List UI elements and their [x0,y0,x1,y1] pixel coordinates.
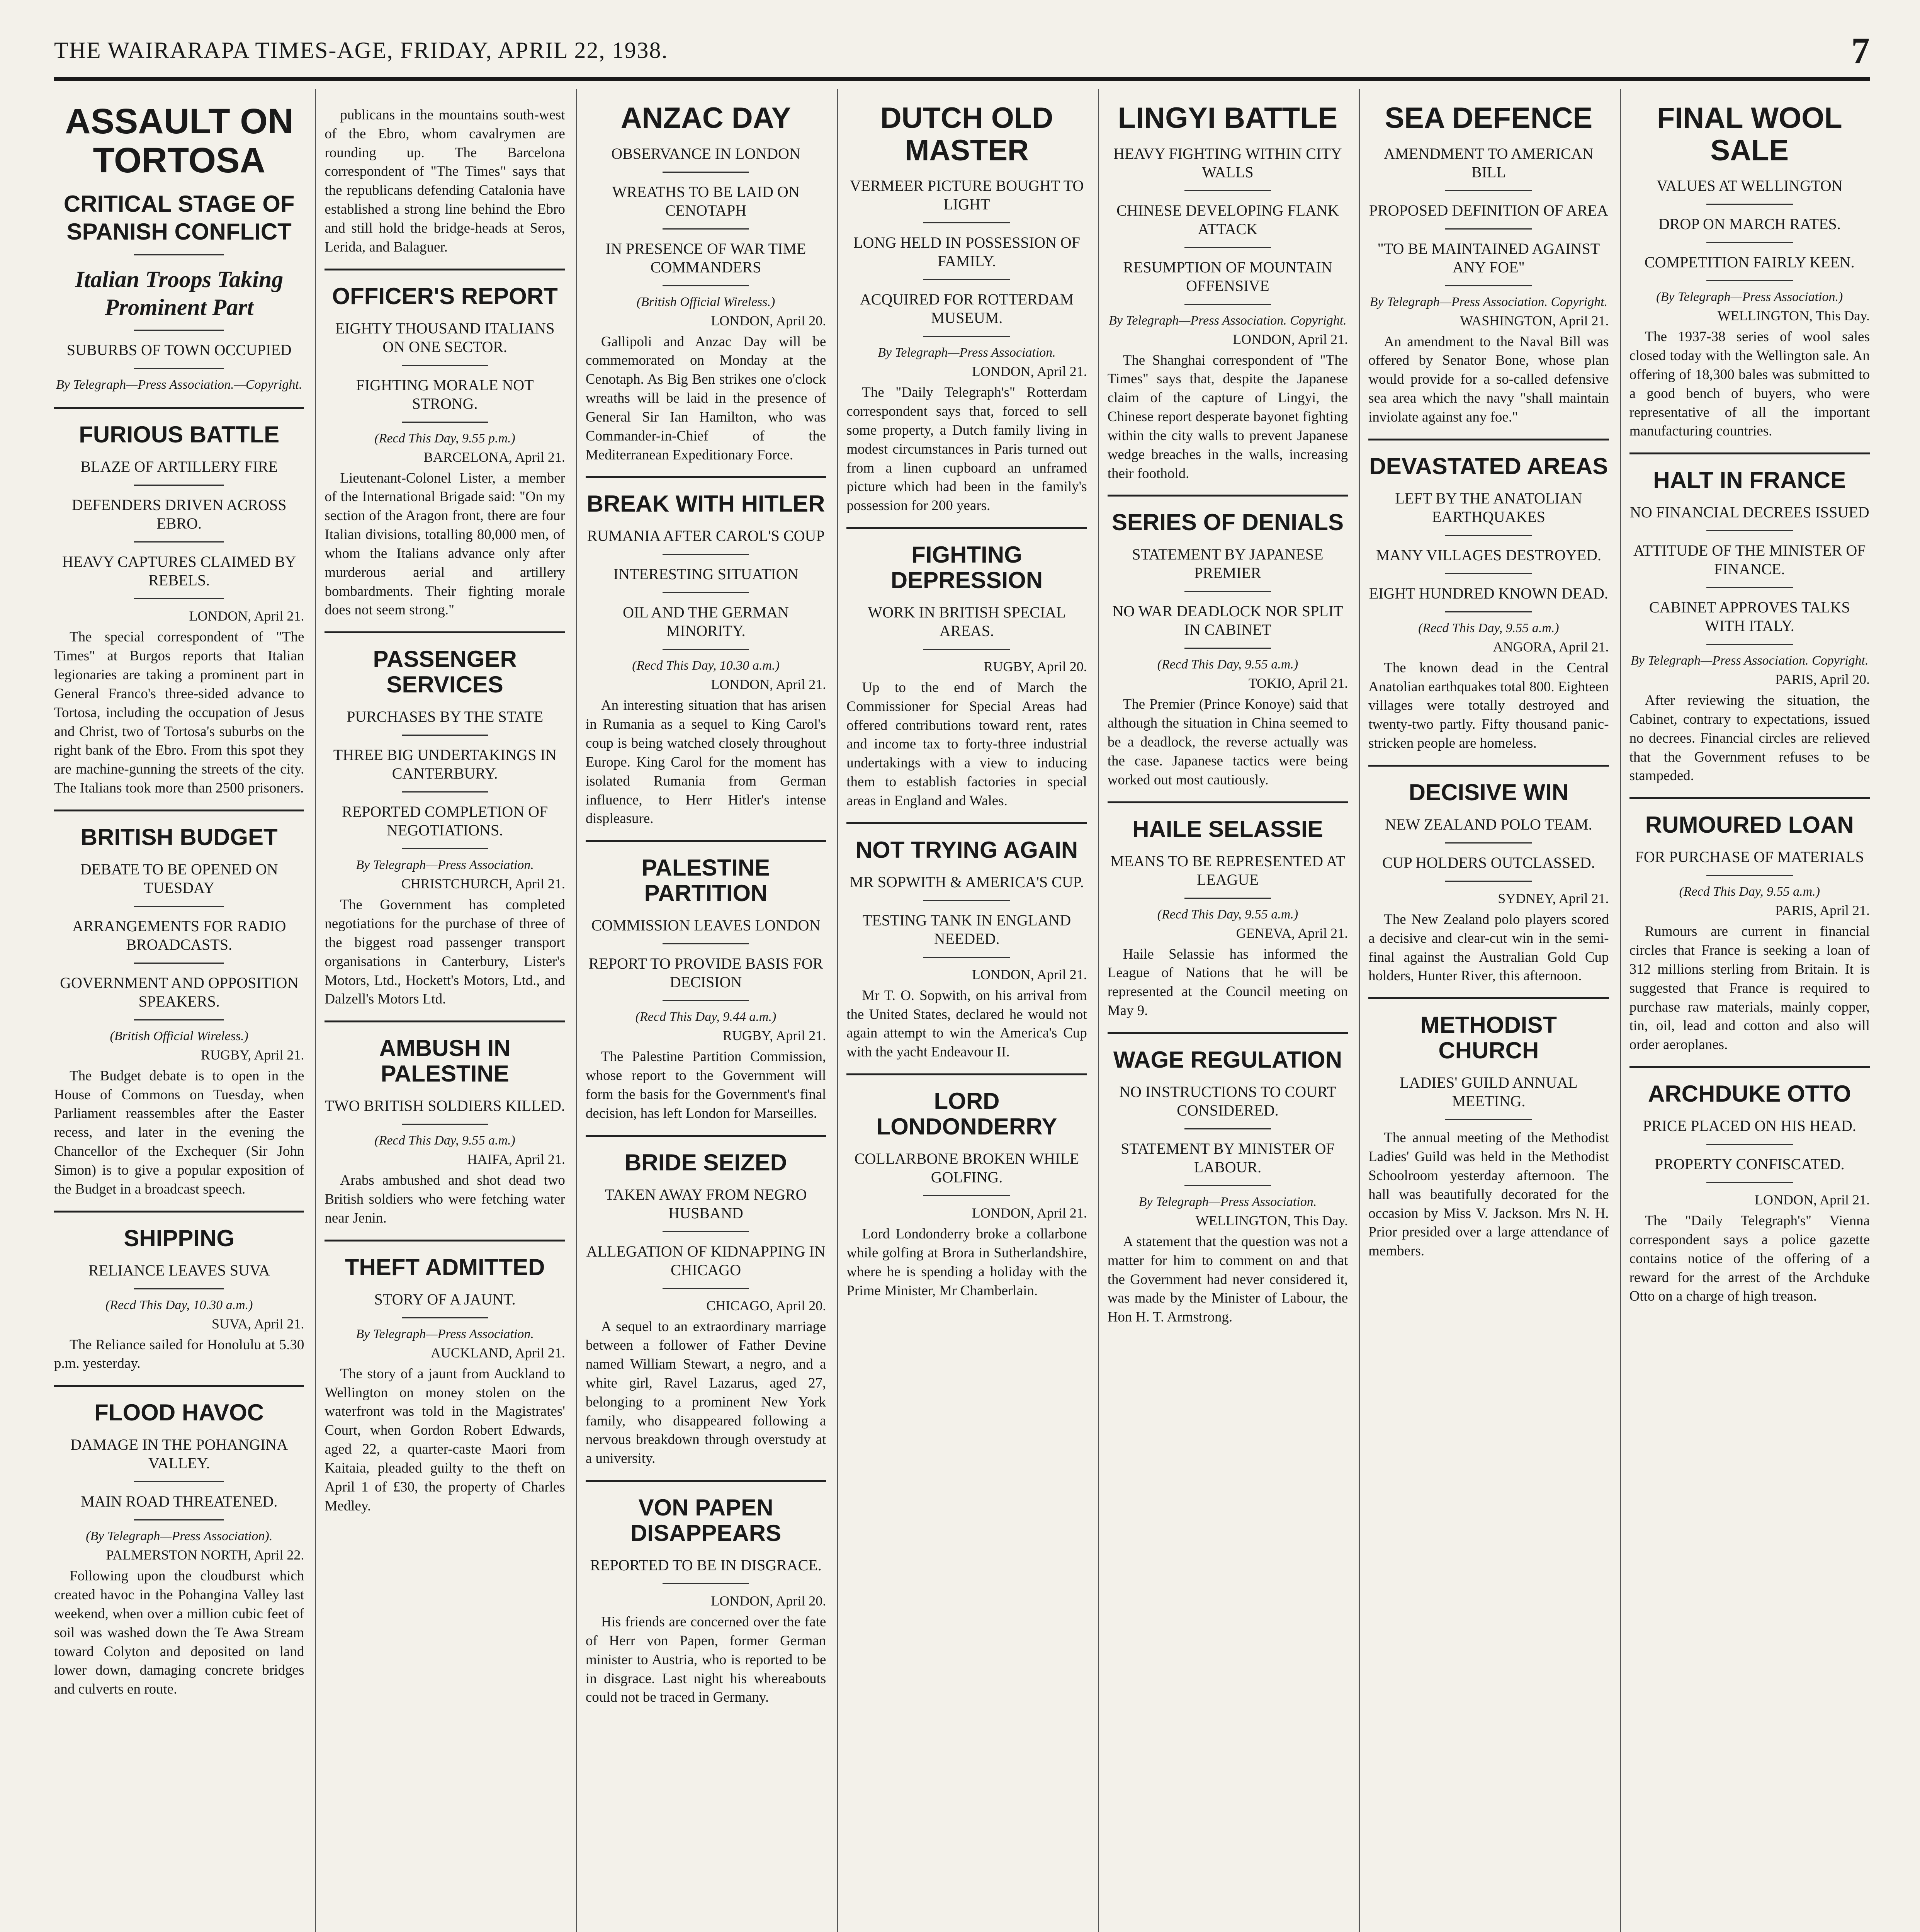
article [1108,497,1348,803]
divider [1184,190,1271,191]
divider [134,330,224,331]
article-body: The Shanghai correspondent of "The Times" says that, despite the Japanese claim of the capture of Lingyi, the Chinese report desperate bayonet fighting within the city walls to prevent Japanese wedge breaches in the walls, increasing their foothold. [1107,352,1348,481]
dateline: (Recd This Day, 9.55 a.m.) [1157,657,1298,672]
article-body: The Palestine Partition Commission, whose report to the Government will form the basis for the Government's final decision, has left London for Marseilles. [585,1049,826,1121]
subheadline: NO INSTRUCTIONS TO COURT CONSIDERED. [1119,1083,1336,1119]
article-body: The Premier (Prince Konoye) said that although the situation in China seemed to be a deadlock, the reverse actually was the case. Japanese tactics were being worked out most cautiously. [1107,696,1348,788]
subheadline: CRITICAL STAGE OF SPANISH CONFLICT [63,191,295,245]
headline: PASSENGER SERVICES [373,646,517,698]
subheadline: LEFT BY THE ANATOLIAN EARTHQUAKES [1395,489,1582,526]
headline: NOT TRYING AGAIN [855,837,1078,863]
divider [663,1583,749,1584]
place-date: SUVA, April 21. [212,1316,304,1332]
divider [1706,587,1793,588]
subheadline: VALUES AT WELLINGTON [1657,177,1843,195]
article-body: The annual meeting of the Methodist Ladies' Guild was held in the Methodist Schoolroom yesterday afternoon. The hall was beautifully decorated for the occasion by Miss V. Jackson. Mrs N. H. Prior presided over a large attendance of members. [1368,1130,1609,1259]
subheadline: NO FINANCIAL DECREES ISSUED [1629,503,1869,521]
article-body: The story of a jaunt from Auckland to Wellington on money stolen on the waterfront was told in the Magistrates' Court, when Gordon Robert Edwards, aged 22, a quarter-caste Maori from Kaitaia, pleaded guilty to the theft on April 1 of £30, the property of Charles Medley. [325,1366,565,1514]
divider [663,228,749,230]
dateline: By Telegraph—Press Association. Copyright. [1631,653,1869,668]
place-date: LONDON, April 21. [972,966,1087,982]
article-body: A statement that the question was not a matter for him to comment on and that the Government had never considered it, was made by the Minister of Labour, the Hon H. T. Armstrong. [1107,1233,1348,1325]
subheadline: ACQUIRED FOR ROTTERDAM MUSEUM. [860,291,1074,327]
article [1629,454,1870,799]
place-date: BARCELONA, April 21. [423,449,565,465]
subheadline: DAMAGE IN THE POHANGINA VALLEY. [70,1436,288,1472]
subheadline: FOR PURCHASE OF MATERIALS [1635,848,1864,866]
divider [663,649,749,650]
subheadline: PROPOSED DEFINITION OF AREA [1369,201,1608,219]
place-date: WELLINGTON, This Day. [1717,308,1870,324]
subheadline: ATTITUDE OF THE MINISTER OF FINANCE. [1633,542,1866,578]
divider [1706,875,1793,876]
divider [134,1519,224,1520]
columns [54,89,1870,1932]
article-body: His friends are concerned over the fate of Herr von Papen, former German minister to Austria, who is reported to be in disgrace. Last night his whereabouts could not be traced in Germany. [585,1614,826,1706]
divider [1445,228,1532,230]
dateline: By Telegraph—Press Association. [356,858,534,872]
subheadline: COLLARBONE BROKEN WHILE GOLFING. [854,1150,1079,1186]
article [586,842,826,1136]
article [1368,999,1609,1272]
headline: DEVASTATED AREAS [1369,453,1608,479]
place-date: TOKIO, April 21. [1248,675,1348,691]
headline: METHODIST CHURCH [1420,1012,1557,1064]
divider [1706,1144,1793,1145]
divider [1184,247,1271,248]
divider [134,485,224,486]
divider [1706,204,1793,205]
headline: SHIPPING [124,1225,235,1251]
subheadline: WREATHS TO BE LAID ON CENOTAPH [612,183,800,219]
place-date: PARIS, April 20. [1775,672,1870,687]
subheadline: PURCHASES BY THE STATE [347,708,544,726]
divider [134,906,224,907]
divider [1184,1128,1271,1129]
subheadline: PRICE PLACED ON HIS HEAD. [1643,1117,1856,1135]
divider [1184,898,1271,899]
article-body: Up to the end of March the Commissioner for Special Areas had offered contributions toward rent, rates and income tax to forty-three industrial undertakings with a view to inducing them to establish factories in special areas in England and Wales. [846,679,1087,809]
dateline: (Recd This Day, 9.55 p.m.) [374,431,515,446]
page-number: 7 [1851,29,1870,71]
divider [1445,881,1532,882]
article [1629,799,1870,1068]
divider [1445,535,1532,536]
headline: RUMOURED LOAN [1645,812,1854,838]
place-date: ANGORA, April 21. [1493,639,1609,655]
divider [923,900,1010,901]
dateline: By Telegraph—Press Association. [878,345,1056,360]
divider [923,649,1010,650]
divider [134,1019,224,1020]
place-date: RUGBY, April 21. [201,1047,304,1063]
article-body: Arabs ambushed and shot dead two British soldiers who were fetching water near Jenin. [325,1172,565,1226]
place-date: PALMERSTON NORTH, April 22. [106,1547,304,1563]
subheadline: LADIES' GUILD ANNUAL MEETING. [1400,1074,1578,1110]
article-body: An interesting situation that has arisen in Rumania as a sequel to King Carol's coup is being watched closely throughout Europe. King Carol for the moment has isolated Rumania from German influence, to Herr Hitler's intense displeasure. [585,697,826,827]
article-body: Gallipoli and Anzac Day will be commemorated on Monday at the Cenotaph. As Big Ben strikes one o'clock wreaths will be laid in the presence of General Sir Ian Hamilton, who was Commander-in-Chief of the Mediterranean Expeditionary Force. [585,333,826,463]
place-date: AUCKLAND, April 21. [430,1345,565,1361]
column-4 [837,89,1087,1932]
headline: HALT IN FRANCE [1653,467,1846,493]
place-date: LONDON, April 20. [711,1593,826,1609]
divider [1706,644,1793,645]
subheadline: REPORTED COMPLETION OF NEGOTIATIONS. [342,803,548,839]
place-date: SYDNEY, April 21. [1498,890,1609,906]
divider [134,1481,224,1482]
article-body: A sequel to an extraordinary marriage between a follower of Father Devine named William Stewart, a negro, and a white girl, Ravel Lazarus, aged 27, belonging to a prominent New York family, who disappeared following a nervous breakdown through overstudy at a university. [585,1318,826,1467]
divider [402,365,488,366]
subheadline: TWO BRITISH SOLDIERS KILLED. [325,1097,565,1115]
article-body: Rumours are current in financial circles that France is seeking a loan of 312 millions sterling from Britain. It is suggested that France is required to purchase raw materials, mainly copper, tin, oil, lead and cotton and also will order aeroplanes. [1629,923,1870,1053]
subheadline: Italian Troops Taking Prominent Part [75,267,284,320]
place-date: LONDON, April 21. [972,1205,1087,1221]
divider [134,254,224,255]
place-date: WASHINGTON, April 21. [1460,313,1609,328]
divider [134,368,224,369]
subheadline: EIGHTY THOUSAND ITALIANS ON ONE SECTOR. [335,319,555,355]
subheadline: NO WAR DEADLOCK NOR SPLIT IN CABINET [1112,602,1343,639]
divider [402,1124,488,1125]
headline: HAILE SELASSIE [1132,816,1323,842]
divider [1184,304,1271,305]
subheadline: MAIN ROAD THREATENED. [81,1493,278,1510]
headline: BRIDE SEIZED [625,1149,787,1175]
article-body: The Reliance sailed for Honolulu at 5.30 p.m. yesterday. [54,1337,304,1372]
article-body: After reviewing the situation, the Cabinet, contrary to expectations, issued no decrees. Financial circles are relieved that the Government refuses to be stampeded. [1629,692,1870,784]
subheadline: EIGHT HUNDRED KNOWN DEAD. [1369,584,1608,602]
divider [134,541,224,543]
place-date: HAIFA, April 21. [467,1151,565,1167]
divider [134,963,224,964]
headline: THEFT ADMITTED [345,1254,545,1280]
divider [1445,285,1532,286]
headline: ARCHDUKE OTTO [1648,1081,1851,1107]
article [1108,89,1348,497]
dateline: (Recd This Day, 10.30 a.m.) [632,658,780,673]
dateline: (Recd This Day, 9.55 a.m.) [1679,884,1820,899]
dateline: (British Official Wireless.) [110,1029,248,1043]
page-header [54,23,1870,81]
dateline: By Telegraph—Press Association. [1138,1194,1317,1209]
article [325,89,565,270]
subheadline: VERMEER PICTURE BOUGHT TO LIGHT [850,177,1084,213]
dateline: (Recd This Day, 9.44 a.m.) [635,1010,776,1024]
divider [402,422,488,423]
place-date: CHRISTCHURCH, April 21. [401,876,565,892]
place-date: LONDON, April 21. [972,364,1087,379]
article [1629,1068,1870,1318]
divider [923,1195,1010,1196]
dateline: (Recd This Day, 9.55 a.m.) [1157,907,1298,922]
divider [663,943,749,944]
article [846,529,1087,824]
headline: AMBUSH IN PALESTINE [379,1035,511,1087]
article [54,811,304,1213]
article [1368,767,1609,999]
article [1629,89,1870,454]
article-body: The 1937-38 series of wool sales closed today with the Wellington sale. An offering of 18,300 bales was submitted to a good bench of buyers, who were representative of all the important manufacturing countries. [1629,329,1870,439]
place-date: LONDON, April 21. [711,677,826,692]
headline: ANZAC DAY [620,102,791,134]
article-body: The known dead in the Central Anatolian earthquakes total 800. Eighteen villages were totally destroyed and twenty-two partly. Fifty thousand panic-stricken people are homeless. [1368,660,1609,752]
subheadline: OBSERVANCE IN LONDON [611,145,800,162]
subheadline: THREE BIG UNDERTAKINGS IN CANTERBURY. [333,746,557,782]
subheadline: GOVERNMENT AND OPPOSITION SPEAKERS. [60,974,299,1010]
article [846,1075,1087,1312]
divider [1184,591,1271,592]
place-date: WELLINGTON, This Day. [1195,1213,1348,1228]
subheadline: ALLEGATION OF KIDNAPPING IN CHICAGO [586,1242,826,1279]
headline: OFFICER'S REPORT [332,283,558,309]
headline: FIGHTING DEPRESSION [890,541,1043,593]
article [325,270,565,634]
divider [1184,1185,1271,1186]
divider [1445,190,1532,191]
headline: DECISIVE WIN [1409,779,1569,805]
divider [1706,280,1793,281]
divider [134,598,224,599]
subheadline: BLAZE OF ARTILLERY FIRE [80,458,278,476]
article [586,1137,826,1482]
divider [1706,242,1793,243]
article [1108,1034,1348,1338]
divider [402,848,488,849]
article [325,633,565,1022]
headline: SEA DEFENCE [1385,102,1593,134]
subheadline: RELIANCE LEAVES SUVA [88,1261,270,1279]
divider [923,336,1010,337]
divider [663,1288,749,1289]
headline: DUTCH OLD MASTER [880,102,1053,167]
subheadline: MANY VILLAGES DESTROYED. [1376,546,1602,564]
article [325,1022,565,1241]
place-date: LONDON, April 21. [1233,331,1348,347]
headline: FLOOD HAVOC [94,1400,264,1426]
place-date: LONDON, April 20. [711,313,826,328]
headline: ASSAULT ON TORTOSA [65,102,294,180]
subheadline: WORK IN BRITISH SPECIAL AREAS. [868,603,1066,639]
article [586,89,826,478]
headline: BRITISH BUDGET [80,824,278,850]
divider [663,554,749,555]
subheadline: RESUMPTION OF MOUNTAIN OFFENSIVE [1123,258,1332,294]
headline: PALESTINE PARTITION [641,855,770,906]
subheadline: STORY OF A JAUNT. [374,1290,516,1308]
article-body: Lieutenant-Colonel Lister, a member of the International Brigade said: "On my section of the Aragon front, there are four Italian divisions, totalling 80,000 men, of whom the Italians advance only after murderous aerial and artillery bombardments. Their fighting morale does not seem strong." [325,470,565,618]
subheadline: ARRANGEMENTS FOR RADIO BROADCASTS. [72,917,286,953]
headline: LORD LONDONDERRY [876,1088,1057,1140]
subheadline: REPORT TO PROVIDE BASIS FOR DECISION [588,955,823,991]
dateline: By Telegraph—Press Association. Copyright. [1369,294,1608,309]
article-body: publicans in the mountains south-west of the Ebro, whom cavalrymen are rounding up. The Barcelona correspondent of "The Times" says that the republicans defending Catalonia have established a strong line behind the Ebro and still hold the bridge-heads at Seros, Lerida, and Balaguer. [325,107,565,255]
divider [923,279,1010,280]
article-body: Haile Selassie has informed the League of Nations that he will be represented at the Council meeting on May 9. [1107,946,1348,1019]
subheadline: CHINESE DEVELOPING FLANK ATTACK [1116,201,1339,238]
subheadline: HEAVY FIGHTING WITHIN CITY WALLS [1113,145,1342,181]
headline: SERIES OF DENIALS [1111,509,1344,536]
subheadline: RUMANIA AFTER CAROL'S COUP [587,527,825,545]
place-date: RUGBY, April 20. [984,658,1087,674]
article [846,824,1087,1075]
article [586,478,826,842]
article [325,1242,565,1527]
dateline: By Telegraph—Press Association.—Copyright. [56,378,302,392]
subheadline: MEANS TO BE REPRESENTED AT LEAGUE [1110,852,1345,888]
subheadline: REPORTED TO BE IN DISGRACE. [590,1556,822,1574]
divider [663,172,749,173]
subheadline: CUP HOLDERS OUTCLASSED. [1382,854,1595,871]
subheadline: AMENDMENT TO AMERICAN BILL [1384,145,1594,181]
column-2 [315,89,565,1932]
article [54,1387,304,1711]
divider [663,1000,749,1001]
article-body: Lord Londonderry broke a collarbone while golfing at Brora in Sutherlandshire, where he is spending a holiday with the Prime Minister, Mr Chamberlain. [846,1226,1087,1299]
article-body: Mr T. O. Sopwith, on his arrival from the United States, declared he would not again attempt to win the America's Cup with the yacht Endeavour II. [846,987,1087,1060]
place-date: PARIS, April 21. [1775,903,1870,918]
article-body: The "Daily Telegraph's" Rotterdam correspondent says that, forced to sell some property, a Dutch family living in modest circumstances in Paris turned out from a linen cupboard an unframed picture which had been in the family's possession for 200 years. [846,384,1087,514]
divider [1706,1182,1793,1183]
article [54,1213,304,1387]
subheadline: DEFENDERS DRIVEN ACROSS EBRO. [71,496,287,532]
divider [402,791,488,793]
subheadline: FIGHTING MORALE NOT STRONG. [356,376,534,412]
article [54,89,304,409]
divider [402,735,488,736]
divider [1184,648,1271,649]
article [1108,803,1348,1034]
divider [663,285,749,286]
place-date: LONDON, April 21. [189,608,304,624]
subheadline: IN PRESENCE OF WAR TIME COMMANDERS [605,240,806,276]
article [54,409,304,811]
subheadline: TESTING TANK IN ENGLAND NEEDED. [862,911,1071,947]
subheadline: "TO BE MAINTAINED AGAINST ANY FOE" [1377,240,1600,276]
subheadline: LONG HELD IN POSSESSION OF FAMILY. [853,234,1080,270]
article-body: Following upon the cloudburst which created havoc in the Pohangina Valley last weekend, when over a million cubic feet of soil was washed down the Te Awa Stream toward Colyton and deposited on land lower down, damaging concrete bridges and culverts en route. [54,1568,304,1697]
subheadline: COMMISSION LEAVES LONDON [591,917,821,934]
subheadline: DROP ON MARCH RATES. [1658,215,1841,233]
divider [402,1317,488,1318]
divider [663,592,749,593]
article-body: The Government has completed negotiations for the purchase of three of the biggest road passenger transport organisations in Canterbury, Lister's Motors, Ltd., Hockett's Motors, Ltd., and Dalzell's Motors Ltd. [325,897,565,1007]
subheadline: STATEMENT BY MINISTER OF LABOUR. [1121,1139,1335,1176]
divider [923,222,1010,223]
article-body: The New Zealand polo players scored a decisive and clear-cut win in the semi-final against the Australian Gold Cup holders, Hunter River, this afternoon. [1368,911,1609,984]
subheadline: HEAVY CAPTURES CLAIMED BY REBELS. [62,553,296,589]
article-body: The special correspondent of "The Times" at Burgos reports that Italian legionaries are taking a prominent part in General Franco's three-sided advance to Tortosa, including the occupation of Jesus and Christ, two of Tortosa's suburbs on the right bank of the Ebro. From this spot they are machine-gunning the streets of the city. The Italians took more than 2500 prisoners. [54,629,304,796]
divider [1445,611,1532,612]
column-1 [54,89,304,1932]
article [846,89,1087,529]
subheadline: TAKEN AWAY FROM NEGRO HUSBAND [605,1185,807,1222]
subheadline: OIL AND THE GERMAN MINORITY. [623,604,789,640]
headline: BREAK WITH HITLER [586,491,825,517]
column-6 [1359,89,1609,1932]
subheadline: SUBURBS OF TOWN OCCUPIED [66,341,292,359]
column-7 [1620,89,1870,1932]
headline: VON PAPEN DISAPPEARS [630,1495,782,1546]
subheadline: STATEMENT BY JAPANESE PREMIER [1132,546,1324,582]
place-date: GENEVA, April 21. [1236,925,1348,941]
divider [1445,573,1532,574]
masthead: THE WAIRARAPA TIMES-AGE, FRIDAY, APRIL 22, 1938. [54,37,668,63]
article [586,1482,826,1719]
dateline: By Telegraph—Press Association. [356,1327,534,1341]
divider [1445,1119,1532,1120]
dateline: (Recd This Day, 10.30 a.m.) [105,1298,253,1312]
subheadline: CABINET APPROVES TALKS WITH ITALY. [1649,599,1850,635]
article-body: The "Daily Telegraph's" Vienna correspondent says a police gazette contains notice of the offering of a reward for the arrest of the Archduke Otto on a charge of high treason. [1629,1213,1870,1304]
subheadline: NEW ZEALAND POLO TEAM. [1385,815,1592,833]
divider [923,957,1010,958]
dateline: (By Telegraph—Press Association.) [1656,290,1843,304]
dateline: (Recd This Day, 9.55 a.m.) [1418,621,1559,635]
divider [134,1288,224,1289]
column-5 [1098,89,1348,1932]
subheadline: COMPETITION FAIRLY KEEN. [1644,253,1855,271]
divider [1706,530,1793,531]
dateline: (Recd This Day, 9.55 a.m.) [374,1133,515,1148]
divider [663,1231,749,1232]
headline: FINAL WOOL SALE [1657,102,1842,167]
subheadline: PROPERTY CONFISCATED. [1654,1155,1845,1173]
place-date: RUGBY, April 21. [722,1028,826,1044]
column-3 [576,89,826,1932]
subheadline: INTERESTING SITUATION [613,565,799,583]
headline: WAGE REGULATION [1113,1046,1342,1073]
subheadline: DEBATE TO BE OPENED ON TUESDAY [80,860,278,896]
dateline: (By Telegraph—Press Association). [86,1529,273,1544]
subheadline: MR SOPWITH & AMERICA'S CUP. [850,873,1084,891]
article [1368,89,1609,440]
place-date: CHICAGO, April 20. [706,1298,826,1313]
headline: LINGYI BATTLE [1118,102,1338,134]
article-body: The Budget debate is to open in the House of Commons on Tuesday, when Parliament reassembles after the Easter recess, and later in the evening the Chancellor of the Exchequer (Sir John Simon) is to give a popular exposition of the Budget in a broadcast speech. [54,1068,304,1197]
dateline: By Telegraph—Press Association. Copyright. [1109,313,1347,328]
dateline: (British Official Wireless.) [636,294,775,309]
article-body: An amendment to the Naval Bill was offered by Senator Bone, whose plan would provide for a so-called defensive sea area which the navy "shall maintain inviolate against any foe." [1368,333,1609,425]
divider [1445,842,1532,844]
article [1368,440,1609,767]
headline: FURIOUS BATTLE [79,422,280,448]
place-date: LONDON, April 21. [1755,1192,1870,1208]
